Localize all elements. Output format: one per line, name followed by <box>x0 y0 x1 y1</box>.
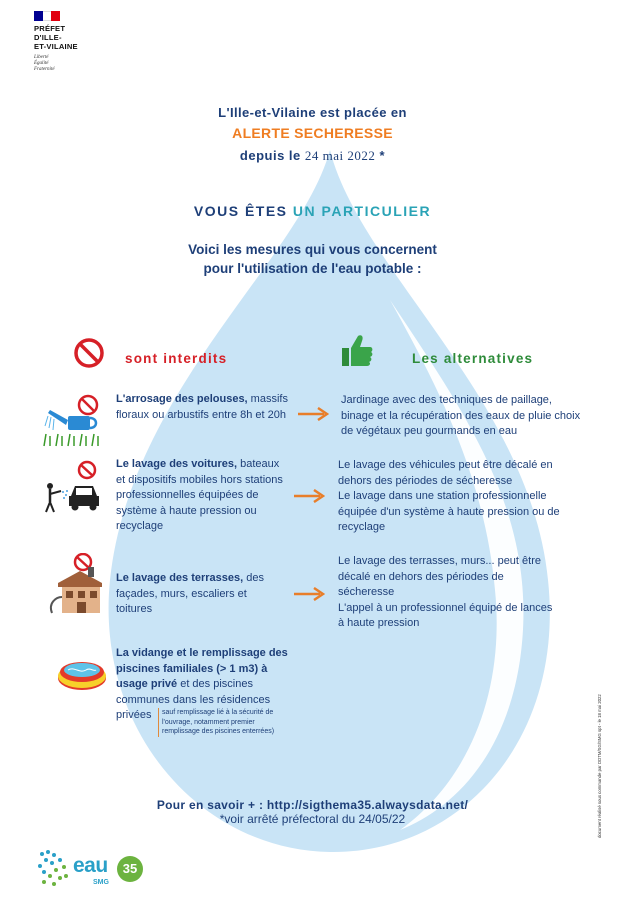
pool-exception-note: sauf remplissage lié à la sécurité de l'ouvrage, notamment premier remplissage des piscines enterrées) <box>158 708 288 737</box>
forbidden-item-pools: La vidange et le remplissage des piscines familiales (> 1 m3) à usage privé et des piscines communes dans les résidences privées <box>116 647 288 721</box>
french-flag-icon <box>34 11 60 21</box>
alert-title: ALERTE SECHERESSE <box>232 125 393 141</box>
side-credit-note: document réalisé sous commande par DDTM/SG/SMG spt - le 18 mai 2022 <box>597 694 602 838</box>
thumbs-up-icon <box>340 333 374 369</box>
alternative-terrace-washing: Le lavage des terrasses, murs... peut être décalé en dehors des périodes de sécheresse L'appel à un professionnel équipé de lances à haute pression <box>338 555 553 629</box>
arrow-right-icon <box>297 407 329 421</box>
logo-sub: SMG <box>93 879 109 886</box>
forbidden-item-lawn-watering: L'arrosage des pelouses, massifs floraux ou arbustifs entre 8h et 20h <box>116 393 288 421</box>
alert-start-date: depuis le 24 mai 2022 * <box>239 148 386 163</box>
prohibited-icon <box>73 337 105 369</box>
republic-motto: Liberté Égalité Fraternité <box>34 55 55 72</box>
forbidden-item-car-washing: Le lavage des voitures, bateaux et dispositifs mobiles hors stations professionnelles équipées de système à haute pression ou recyclage <box>116 458 283 532</box>
intro-text: Voici les mesures qui vous concernent pour l'utilisation de l'eau potable : <box>188 242 437 276</box>
prefecture-name: PRÉFET D'ILLE- ET-VILAINE <box>34 24 78 51</box>
arrow-right-icon <box>293 587 325 601</box>
watering-can-icon <box>42 392 102 448</box>
more-info-link[interactable]: Pour en savoir + : http://sigthema35.alwaysdata.net/ <box>156 798 469 812</box>
car-washing-icon <box>43 460 103 514</box>
forbidden-column-heading: sont interdits <box>125 351 228 366</box>
title-line-1: L'Ille-et-Vilaine est placée en <box>218 105 407 120</box>
audience-heading: VOUS ÊTES UN PARTICULIER <box>193 203 432 219</box>
house-icon <box>48 553 108 615</box>
arrow-right-icon <box>293 489 325 503</box>
alternatives-column-heading: Les alternatives <box>412 351 534 366</box>
pool-icon <box>56 650 108 692</box>
alternative-car-washing: Le lavage des véhicules peut être décalé en dehors des périodes de sécheresse Le lavage dans une station professionnelle équipée d'un système à haute pression ou de recyclage <box>338 459 560 533</box>
logo-number: 35 <box>117 856 143 882</box>
eau35-logo-icon <box>36 848 72 888</box>
logo-word: eau <box>73 854 108 877</box>
forbidden-item-terrace-washing: Le lavage des terrasses, des façades, murs, escaliers et toitures <box>116 572 264 615</box>
decree-reference: *voir arrêté préfectoral du 24/05/22 <box>219 812 406 826</box>
alternative-lawn-watering: Jardinage avec des techniques de paillage, binage et la récupération des eaux de pluie choix de végétaux peu gourmands en eau <box>341 394 581 437</box>
